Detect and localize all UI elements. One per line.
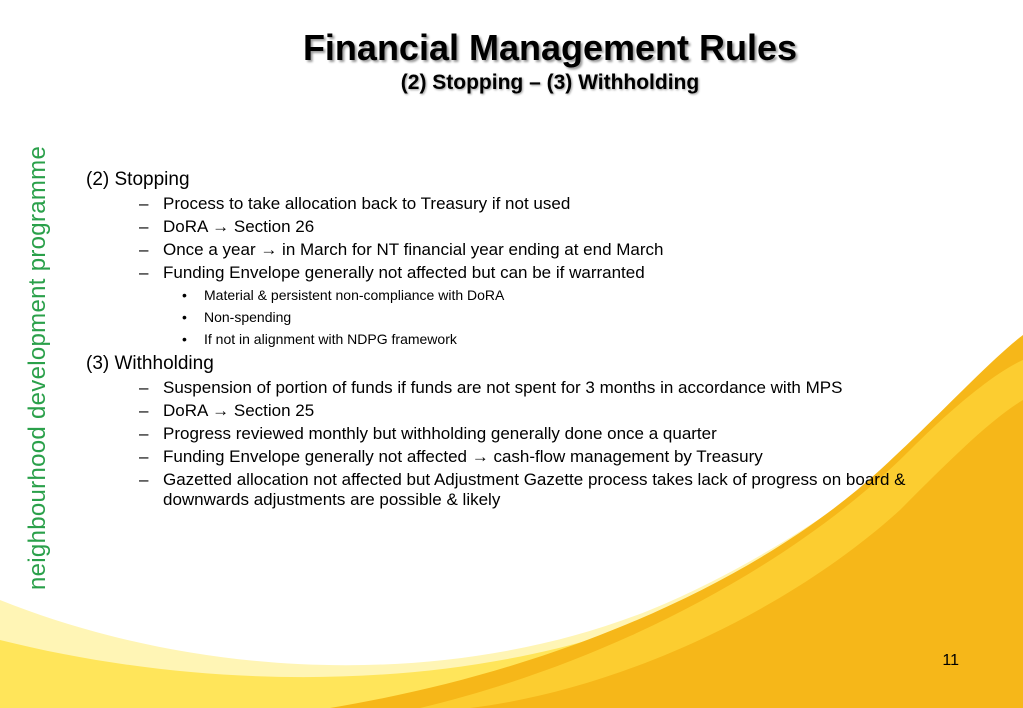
dash-marker: – xyxy=(139,401,149,420)
list-item-text: Gazetted allocation not affected but Adjustment Gazette process takes lack of progress on board & downwards adjustments are possible & likely xyxy=(163,470,906,509)
bullet-marker: • xyxy=(182,309,187,325)
list-item xyxy=(86,424,963,444)
list-item xyxy=(86,447,963,467)
dash-marker: – xyxy=(139,378,149,397)
stopping-list xyxy=(86,194,986,283)
bullet-marker: • xyxy=(182,287,187,303)
list-item-text: Suspension of portion of funds if funds are not spent for 3 months in accordance with MPS xyxy=(163,378,843,397)
list-item-text: DoRA → Section 25 xyxy=(163,401,315,420)
slide-content xyxy=(86,168,986,513)
list-item-text: Funding Envelope generally not affected but can be if warranted xyxy=(163,263,645,282)
dash-marker: – xyxy=(139,217,149,236)
section-heading-withholding: (3) Withholding xyxy=(86,353,214,374)
list-item xyxy=(86,217,963,237)
bullet-marker: • xyxy=(182,331,187,347)
dash-marker: – xyxy=(139,240,149,259)
stopping-bullets xyxy=(86,286,986,349)
list-item-text: DoRA → Section 26 xyxy=(163,217,315,236)
title-block xyxy=(160,26,940,96)
page-title: Financial Management Rules xyxy=(302,27,798,68)
list-item xyxy=(86,194,963,214)
side-banner: neighbourhood development programme xyxy=(24,145,51,590)
bullet-item xyxy=(86,286,986,305)
bullet-text: If not in alignment with NDPG framework xyxy=(204,331,457,347)
dash-marker: – xyxy=(139,447,149,466)
list-item-text: Once a year → in March for NT financial year ending at end March xyxy=(163,240,664,259)
bullet-text: Material & persistent non-compliance with DoRA xyxy=(204,287,505,303)
list-item xyxy=(86,263,963,283)
list-item xyxy=(86,401,963,421)
bullet-item xyxy=(86,330,986,349)
dash-marker: – xyxy=(139,470,149,489)
section-heading-stopping: (2) Stopping xyxy=(86,169,190,190)
list-item-text: Progress reviewed monthly but withholding generally done once a quarter xyxy=(163,424,717,443)
dash-marker: – xyxy=(139,194,149,213)
dash-marker: – xyxy=(139,424,149,443)
list-item xyxy=(86,470,963,510)
list-item-text: Funding Envelope generally not affected → cash-flow management by Treasury xyxy=(163,447,763,466)
list-item xyxy=(86,378,963,398)
page-number: 11 xyxy=(942,652,959,669)
list-item xyxy=(86,240,963,260)
bullet-item xyxy=(86,308,986,327)
bullet-text: Non-spending xyxy=(204,309,292,325)
list-item-text: Process to take allocation back to Treasury if not used xyxy=(163,194,571,213)
page-subtitle: (2) Stopping – (3) Withholding xyxy=(400,71,700,94)
withholding-list xyxy=(86,378,986,510)
dash-marker: – xyxy=(139,263,149,282)
